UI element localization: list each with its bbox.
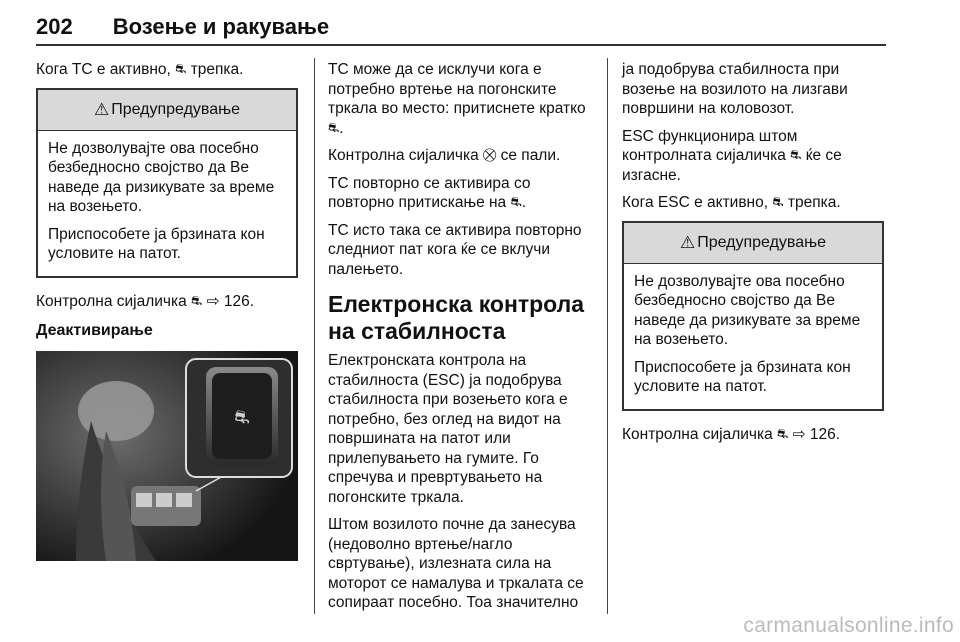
tc-off-instructions: TC може да се исклучи кога е потребно вртење на погонските тркала во место: притиснете кратко ⛐.: [328, 61, 586, 137]
esc-function-text: ESC функционира штом контролната сијаличка ⛐ ќе се изгасне.: [622, 127, 842, 184]
warning-triangle-icon: ⚠: [93, 99, 110, 119]
column-divider: [314, 58, 315, 614]
traction-control-icon: ⛐: [191, 292, 203, 308]
column-2: [328, 60, 598, 621]
traction-control-icon: ⛐: [175, 61, 187, 76]
warning-header: [38, 90, 296, 131]
warning-triangle-icon: ⚠: [679, 232, 696, 252]
lamp-reference: Контролна сијаличка ⛐ ⇨ 126.: [622, 425, 841, 443]
esc-operation-text: Штом возилото почне да занесува (недоволно вртење/нагло свртување), излезната сила на моторот се намалува и тркалата се сопираат посебно. Тоа значително: [328, 516, 584, 611]
warning-title: Предупредување: [111, 100, 241, 118]
column-1: [36, 60, 298, 561]
warning-text: Приспособете ја брзината кон условите на патот.: [634, 358, 851, 395]
esc-active-text: Кога ESC е активно, ⛐ трепка.: [622, 194, 841, 211]
chapter-title: Возење и ракување: [112, 14, 330, 39]
esc-continued-text: ја подобрува стабилноста при возење на возилото на лизгави површини на коловозот.: [622, 61, 848, 117]
svg-text:⛐: ⛐: [234, 406, 250, 428]
deactivation-heading: Деактивирање: [36, 322, 153, 339]
warning-header: [624, 223, 882, 264]
tc-button-photo: [36, 351, 298, 561]
tc-reactivate-text: TC повторно се активира со повторно притискање на ⛐.: [328, 174, 531, 211]
traction-control-icon: ⛐: [510, 194, 522, 209]
watermark: carmanualsonline.info: [743, 614, 954, 637]
tc-ignition-text: TC исто така се активира повторно следниот пат кога ќе се вклучи палењето.: [328, 221, 582, 278]
traction-control-icon: ⛐: [328, 119, 340, 135]
page-reference-icon: ⇨: [206, 292, 220, 310]
traction-control-off-icon: ⛒: [483, 147, 497, 162]
warning-box: [36, 88, 298, 278]
warning-text: Не дозволувајте ова посебно безбедносно својство да Ве наведе да ризикувате за време на возењето.: [48, 139, 275, 215]
warning-text: Не дозволувајте ова посебно безбедносно својство да Ве наведе да ризикувате за време на возењето.: [634, 272, 861, 348]
esc-description: Електронската контрола на стабилноста (ESC) ја подобрува стабилноста при возењето кога е потребно, без оглед на видот на површината на патот или прилепувањето на гумите. Го спречува и превртувањето на погонските тркала.: [328, 352, 568, 506]
traction-control-icon: ⛐: [772, 194, 784, 209]
warning-title: Предупредување: [697, 233, 827, 251]
page-reference-icon: ⇨: [792, 425, 806, 443]
esc-section-title: Електронска контрола на стабилноста: [328, 291, 585, 344]
warning-box: [622, 221, 884, 411]
warning-text: Приспособете ја брзината кон условите на патот.: [48, 225, 265, 262]
column-3: [622, 60, 884, 452]
column-divider: [607, 58, 608, 614]
tc-active-text: Кога TC е активно, ⛐ трепка.: [36, 61, 244, 78]
tc-off-lamp-text: Контролна сијаличка ⛒ се пали.: [328, 147, 561, 164]
page-header: [36, 10, 886, 46]
traction-control-icon: ⛐: [790, 147, 802, 162]
page-number: 202: [36, 14, 73, 39]
traction-control-icon: ⛐: [777, 425, 789, 441]
lamp-reference: Контролна сијаличка ⛐ ⇨ 126.: [36, 292, 255, 310]
